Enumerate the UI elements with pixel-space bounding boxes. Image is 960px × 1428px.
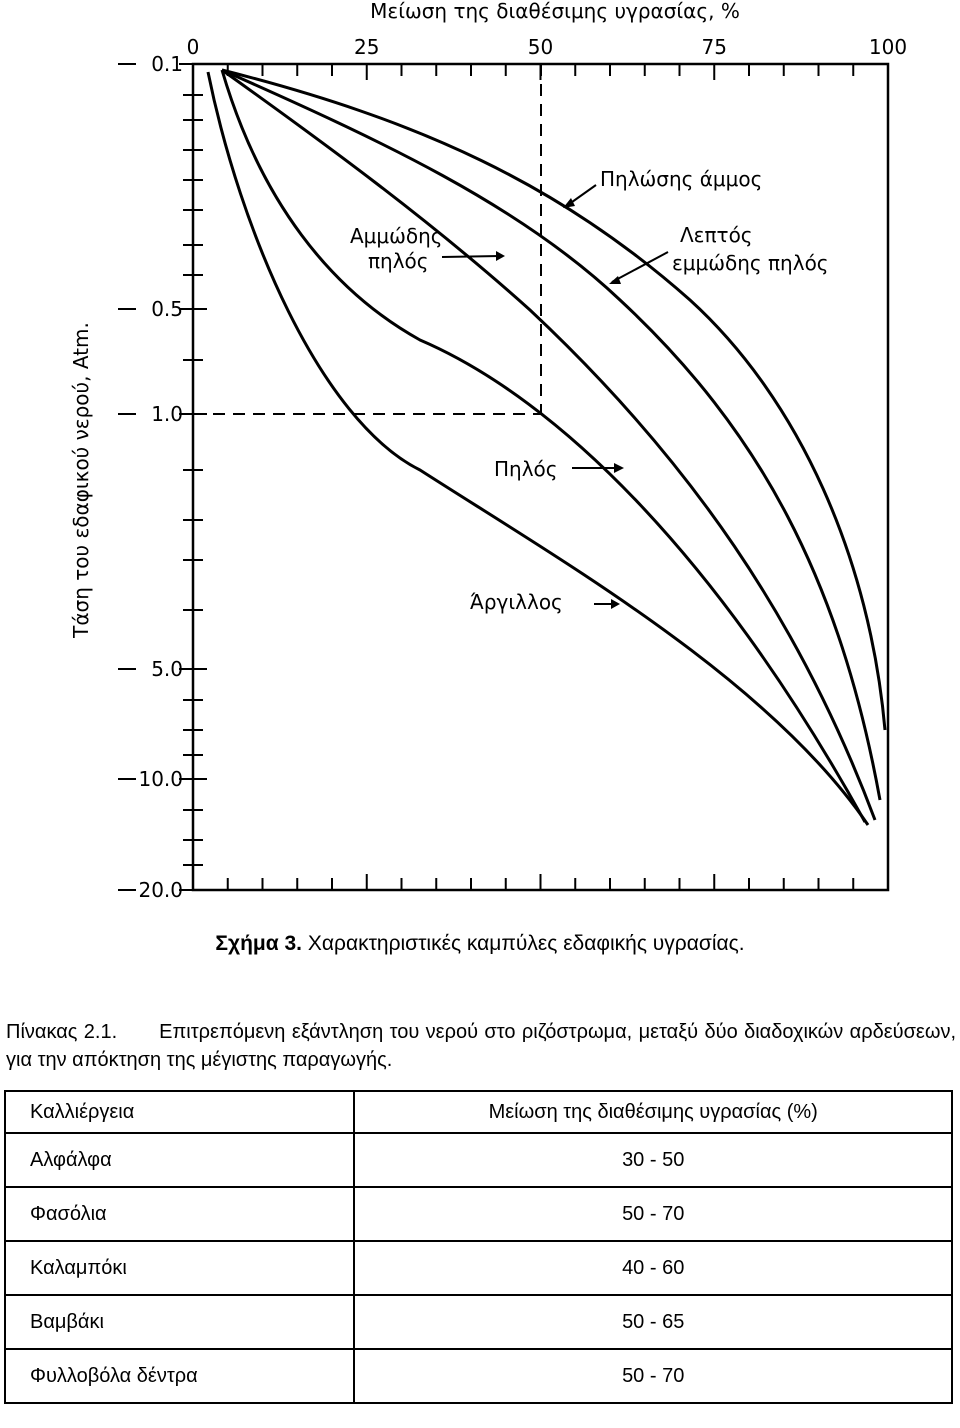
x-axis-title: Μείωση της διαθέσιμης υγρασίας, % [370,0,740,23]
label-clay-loam: Πηλός [494,457,558,481]
curve-fine-sandy-loam [222,70,880,800]
curve-sandy-clay [222,70,875,820]
x-tick-label: 50 [527,35,554,59]
x-tick-label: 25 [354,35,380,59]
x-tick-label: 0 [186,35,200,59]
label-fine-sandy-loam-1: Λεπτός [680,223,753,247]
table-header-row [5,1091,952,1133]
table-caption-label: Πίνακας 2.1. [6,1021,118,1043]
table-caption [6,1018,956,1074]
crop-name: Φυλλοβόλα δέντρα [5,1349,354,1403]
arrow-fine-sandy-loam [612,252,668,282]
table-row [5,1187,952,1241]
arrowhead-sandy-loam-sand [563,198,575,208]
crop-name: Βαμβάκι [5,1295,354,1349]
crop-name: Αλφάλφα [5,1133,354,1187]
curve-clay-loam [222,70,865,822]
y-tick-label: 10.0 [138,767,183,791]
crop-name: Φασόλια [5,1187,354,1241]
header-crop: Καλλιέργεια [5,1091,354,1133]
label-fine-sandy-loam-2: εμμώδης πηλός [672,251,829,275]
label-sandy-loam-sand: Πηλώσης άμμος [600,167,763,191]
table-row [5,1349,952,1403]
y-tick-label: 5.0 [151,657,183,681]
x-tick-label: 100 [868,35,908,59]
x-tick-label: 75 [701,35,727,59]
y-tick-label: 0.1 [151,52,183,76]
arrowhead-sandy-clay [496,251,505,261]
arrow-sandy-clay [442,256,500,257]
label-sandy-clay-2: πηλός [368,249,429,273]
label-clay: Άργιλλος [470,590,563,614]
figure-caption-label: Σχήμα 3. [215,932,303,955]
y-axis-title: Τάση του εδαφικού νερού, Atm. [69,322,93,638]
depletion-value: 40 - 60 [354,1241,952,1295]
table-caption-text: Επιτρεπόμενη εξάντληση του νερού στο ριζόστρωμα, μεταξύ δύο διαδοχικών αρδεύσεων, για την απόκτηση της μέγιστης παραγωγής. [6,1021,957,1071]
x-tick-labels [187,35,907,59]
table-row [5,1241,952,1295]
label-sandy-clay-1: Αμμώδης [350,224,443,248]
header-depletion: Μείωση της διαθέσιμης υγρασίας (%) [354,1091,952,1133]
crop-name: Καλαμπόκι [5,1241,354,1295]
depletion-value: 50 - 70 [354,1349,952,1403]
y-tick-label: 20.0 [138,878,183,902]
arrowhead-clay [611,599,620,609]
moisture-depletion-table [4,1090,953,1404]
depletion-value: 50 - 65 [354,1295,952,1349]
depletion-value: 30 - 50 [354,1133,952,1187]
table-row [5,1295,952,1349]
y-tick-label: 0.5 [151,297,183,321]
figure-caption [0,932,960,956]
depletion-value: 50 - 70 [354,1187,952,1241]
table-row [5,1133,952,1187]
curve-clay [208,72,868,825]
figure-caption-text: Χαρακτηριστικές καμπύλες εδαφικής υγρασίας. [307,932,745,955]
arrowhead-clay-loam [614,463,624,473]
y-tick-label: 1.0 [151,402,183,426]
